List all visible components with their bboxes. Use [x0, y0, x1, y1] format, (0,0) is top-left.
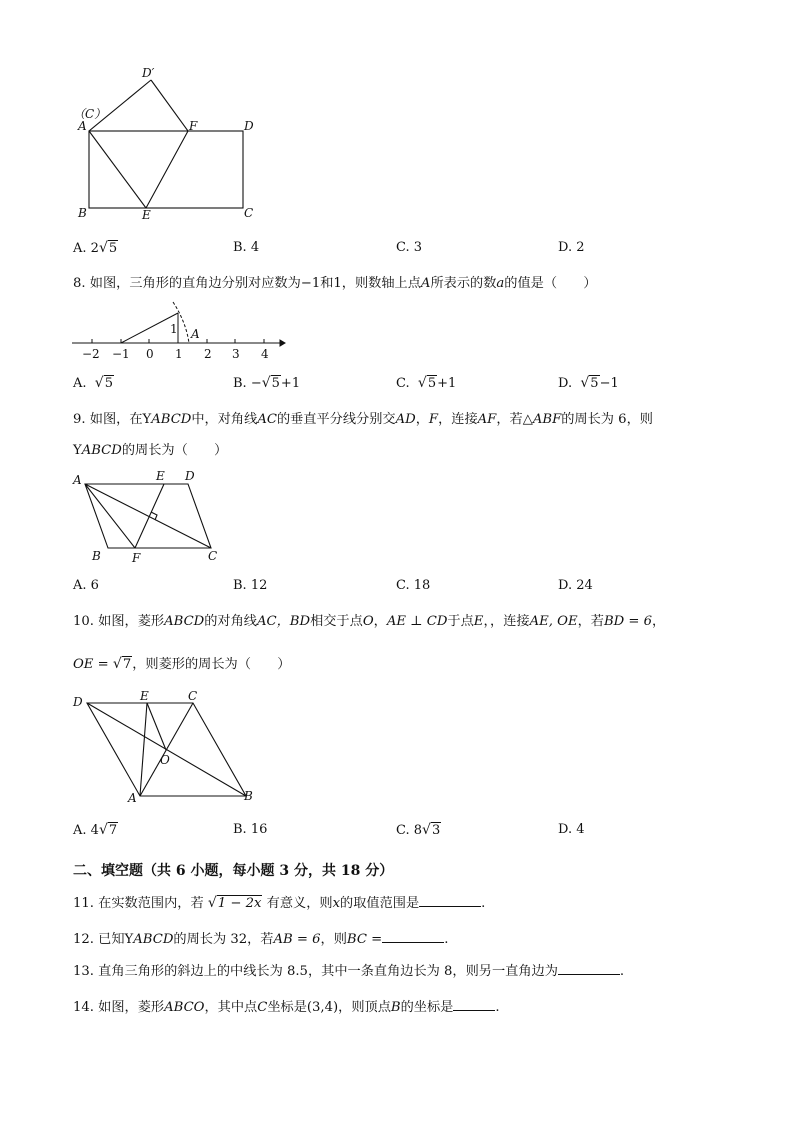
sqrt-symbol: √3 — [422, 822, 441, 838]
label-b: B — [78, 206, 87, 220]
q14-text: 14. 如图，菱形 — [73, 1000, 165, 1015]
q9-abf: ABF — [532, 412, 562, 427]
q9-ad: AD — [395, 412, 416, 427]
label-e: E — [140, 689, 149, 703]
q13-text: 13. 直角三角形的斜边上的中线长为 8.5，其中一条直角边长为 8，则另一直角边为 — [73, 964, 558, 979]
q9-text: 中，对角线 — [191, 412, 258, 427]
q9-text: 9. 如图，在 — [73, 412, 143, 427]
q12-ab: AB = 6 — [273, 932, 321, 947]
radicand: 5 — [590, 376, 599, 391]
q8-var: a — [496, 276, 505, 291]
answer-blank[interactable] — [419, 894, 481, 907]
q9-text: ，若△ — [496, 412, 533, 427]
q14-b: B — [390, 1000, 401, 1015]
q9-f: F — [428, 412, 439, 427]
q14-text: 坐标是 — [267, 1000, 307, 1015]
radicand: 7 — [122, 657, 132, 672]
label-f: F — [132, 551, 141, 565]
q11-text: 有意义，则 — [266, 896, 333, 911]
sqrt-symbol: √5 — [580, 375, 599, 391]
q10-option-b: B. 16 — [233, 822, 268, 837]
option-d-suffix: −1 — [599, 376, 619, 391]
q10-text: 10. 如图，菱形 — [73, 614, 165, 629]
q10-stem-line1 — [73, 612, 665, 632]
option-b-suffix: +1 — [280, 376, 301, 391]
q9-text: 的周长为 6，则 — [561, 412, 653, 427]
segment-oe — [147, 703, 166, 750]
sqrt-symbol: √7 — [112, 656, 132, 672]
q8-point: A — [420, 276, 431, 291]
q12-end: . — [444, 932, 449, 947]
q11 — [73, 893, 485, 914]
q9-af: AF — [477, 412, 497, 427]
label-d: D — [185, 469, 195, 483]
q10-text: ，若 — [577, 614, 604, 629]
radicand: 5 — [271, 376, 280, 391]
q11-var: x — [332, 896, 341, 911]
q10-bd: BD = 6 — [603, 614, 653, 629]
parallelogram-symbol: Y — [73, 443, 82, 458]
q8-option-c — [396, 375, 456, 391]
axis-arrow — [280, 340, 285, 346]
segment-ae — [140, 703, 147, 796]
q9-option-d: D. 24 — [558, 578, 593, 593]
q7-option-b: B. 4 — [233, 240, 260, 255]
label-c: C — [208, 549, 218, 563]
answer-blank[interactable] — [453, 998, 495, 1011]
q10-o: O — [362, 614, 374, 629]
q9-option-c: C. 18 — [396, 578, 431, 593]
option-c-suffix: +1 — [437, 376, 457, 391]
label-a: A — [73, 473, 82, 487]
q10-text: ， — [373, 614, 387, 629]
q8-text: 8. 如图，三角形的直角边分别对应数为−1和1，则数轴上点 — [73, 276, 421, 291]
q10-ae-oe: AE, OE — [529, 614, 578, 629]
tick-label-0: 0 — [146, 347, 154, 361]
q9-option-b: B. 12 — [233, 578, 268, 593]
label-e: E — [142, 208, 151, 222]
segment-ef — [135, 484, 164, 548]
q10-text: 的对角线 — [204, 614, 257, 629]
option-a-text: A. 4 — [73, 823, 99, 838]
q12-text: ，则 — [320, 932, 347, 947]
sqrt-symbol: √5 — [261, 375, 280, 391]
q10-option-a — [73, 822, 118, 838]
tick-label-4: 4 — [261, 347, 269, 361]
q9-ac: AC — [257, 412, 277, 427]
radicand: 5 — [104, 376, 113, 391]
label-c: C — [188, 689, 198, 703]
q10-e: E — [473, 614, 484, 629]
option-b-text: B. − — [233, 376, 262, 391]
label-a: A — [128, 791, 137, 805]
q13-end: . — [619, 964, 625, 979]
radicand: 5 — [427, 376, 437, 391]
q10-text: ，则菱形的周长为（ ） — [132, 657, 291, 672]
q12 — [73, 930, 448, 950]
sqrt-symbol: √7 — [98, 822, 118, 838]
q9-option-a: A. 6 — [73, 578, 99, 593]
q10-oe: OE = — [73, 657, 109, 672]
radicand: 1 − 2x — [217, 896, 262, 911]
q11-text: 的取值范围是 — [340, 896, 420, 911]
q12-text: 12. 已知 — [73, 932, 125, 947]
figure-q8-number-line — [70, 300, 290, 362]
q7-option-a — [73, 240, 118, 256]
q12-bc: BC = — [346, 932, 383, 947]
q9-text: ， — [415, 412, 429, 427]
tick-label-2: 2 — [204, 347, 212, 361]
q14-c: C — [257, 1000, 268, 1015]
q12-text: 的周长为 32，若 — [173, 932, 274, 947]
diagonal-ac — [85, 484, 211, 548]
q10-option-d: D. 4 — [558, 822, 585, 837]
sqrt-symbol: √5 — [98, 240, 118, 256]
tick-label-neg2: −2 — [82, 347, 100, 361]
label-f: F — [189, 119, 198, 133]
label-b: B — [92, 549, 101, 563]
segment-ad-prime — [89, 80, 151, 131]
side-label-1: 1 — [170, 322, 178, 336]
q14-text: 的坐标是 — [400, 1000, 454, 1015]
q10-option-c — [396, 822, 441, 838]
sqrt-symbol: √5 — [94, 375, 113, 391]
radicand: 3 — [431, 823, 441, 838]
q8-option-d — [558, 375, 619, 391]
q9-stem-line2 — [73, 441, 227, 461]
q10-text: 于点 — [447, 614, 474, 629]
q7-option-c: C. 3 — [396, 240, 423, 255]
tick-label-neg1: −1 — [112, 347, 130, 361]
segment-ae — [89, 131, 146, 208]
q8-option-a — [73, 375, 114, 391]
label-b: B — [244, 789, 253, 803]
option-c-text: C. — [396, 376, 410, 391]
q9-stem-line1 — [73, 410, 653, 430]
option-a-text: A. 2 — [73, 241, 99, 256]
q8-option-b — [233, 375, 300, 391]
radicand: 7 — [108, 823, 118, 838]
q14-end: . — [495, 1000, 500, 1015]
sqrt-symbol: √5 — [417, 375, 437, 391]
q14-text: ，则顶点 — [338, 1000, 391, 1015]
q14-coords: (3,4) — [306, 1000, 339, 1015]
label-a: A — [78, 119, 87, 133]
figure-q7 — [70, 60, 270, 230]
option-a-text: A. — [73, 376, 87, 391]
label-o: O — [160, 753, 170, 767]
label-c: C — [244, 206, 254, 220]
label-d-prime: D′ — [142, 66, 155, 80]
label-d: D — [73, 695, 83, 709]
q9-abcd: ABCD — [151, 412, 192, 427]
section-heading: 二、填空题（共 6 小题，每小题 3 分，共 18 分） — [73, 863, 394, 879]
tick-label-1: 1 — [175, 347, 183, 361]
label-e: E — [156, 469, 165, 483]
sqrt-symbol: √1 − 2x — [207, 895, 262, 911]
q8-text2: 所表示的数 — [430, 276, 497, 291]
figure-q10 — [70, 688, 270, 806]
q8-text3: 的值是（ ） — [504, 276, 597, 291]
q14-abco: ABCO — [164, 1000, 205, 1015]
q10-ae-perp-cd: AE ⊥ CD — [386, 614, 448, 629]
figure-q9 — [70, 468, 230, 566]
q10-abcd: ABCD — [164, 614, 205, 629]
answer-blank[interactable] — [558, 962, 620, 975]
q12-abcd: ABCD — [133, 932, 174, 947]
label-c-paren: （C） — [73, 107, 107, 121]
q11-end: . — [481, 896, 486, 911]
q8-stem — [73, 274, 597, 294]
q10-text: 相交于点 — [310, 614, 363, 629]
q14-text: ，其中点 — [204, 1000, 258, 1015]
q10-text: ， — [652, 614, 666, 629]
q13 — [73, 962, 624, 982]
q7-option-d: D. 2 — [558, 240, 585, 255]
q11-text: 11. 在实数范围内，若 — [73, 896, 204, 911]
radicand: 5 — [108, 241, 118, 256]
parallelogram-symbol: Y — [124, 932, 134, 947]
tick-label-3: 3 — [232, 347, 240, 361]
parallelogram-symbol: Y — [142, 412, 152, 427]
segment-d-prime-f — [151, 80, 188, 131]
segment-ef — [146, 131, 188, 208]
q9-text: 的周长为（ ） — [121, 443, 228, 458]
point-label-a: A — [191, 327, 200, 341]
option-d-text: D. — [558, 376, 573, 391]
q9-text: ，连接 — [438, 412, 478, 427]
q10-text: ，，连接 — [483, 614, 530, 629]
q14 — [73, 998, 500, 1018]
option-c-text: C. 8 — [396, 823, 423, 838]
answer-blank[interactable] — [382, 930, 444, 943]
rectangle-abcd — [89, 131, 243, 208]
q9-abcd: ABCD — [81, 443, 122, 458]
q10-stem-line2 — [73, 654, 290, 675]
diagonal-ac — [140, 703, 193, 796]
segment-af — [85, 484, 135, 548]
q9-text: 的垂直平分线分别交 — [276, 412, 396, 427]
q10-diagonals: AC，BD — [256, 614, 311, 629]
label-d: D — [244, 119, 254, 133]
